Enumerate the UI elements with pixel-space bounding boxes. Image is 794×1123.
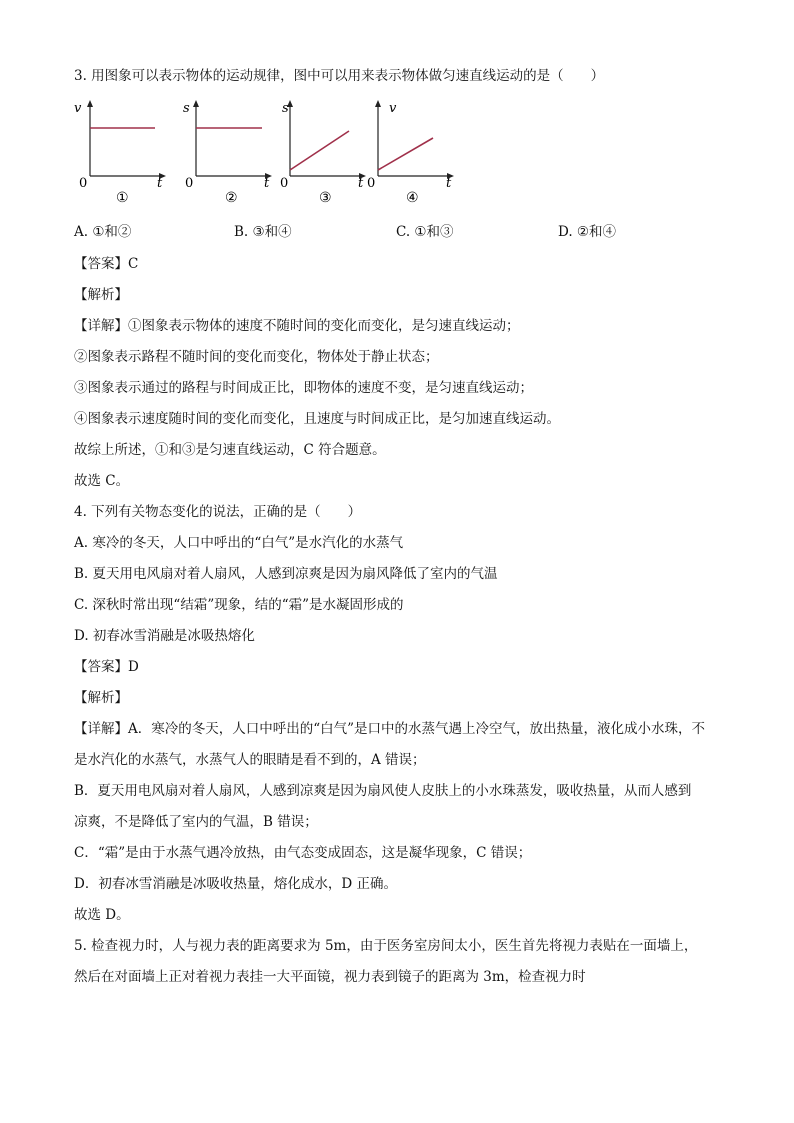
q3-option-d: D. ②和④ [558,224,617,240]
graph-line [290,131,349,170]
q3-option-a: A. ①和② [74,224,132,240]
graph-1-svg [72,98,172,206]
q4-detail-line: 是水汽化的水蒸气，水蒸气人的眼睛是看不到的，A 错误； [74,752,426,768]
q3-detail-line: ③图象表示通过的路程与时间成正比，即物体的速度不变，是匀速直线运动； [74,380,533,396]
origin-label: 0 [79,176,88,191]
q4-option-b: B. 夏天用电风扇对着人扇风，人感到凉爽是因为扇风降低了室内的气温 [74,566,498,582]
origin-label: 0 [280,176,289,191]
q4-answer: 【答案】D [74,659,139,675]
graph-line [378,138,433,170]
graph-2 [178,98,278,206]
x-label: t [358,176,364,191]
q5-stem-line: 然后在对面墙上正对着视力表挂一大平面镜，视力表到镜子的距离为 3m，检查视力时 [74,969,586,985]
x-label: t [446,176,452,191]
graph-caption: ① [116,190,129,206]
graph-caption: ② [225,190,238,206]
y-label: s [183,101,190,116]
graph-2-svg [178,98,278,206]
q3-detail-line: 【详解】①图象表示物体的速度不随时间的变化而变化，是匀速直线运动； [74,318,520,334]
q3-option-b: B. ③和④ [234,224,292,240]
y-label: s [282,101,289,116]
y-arrow-icon [87,100,93,107]
q4-detail-line: C．“霜”是由于水蒸气遇冷放热，由气态变成固态，这是凝华现象，C 错误； [74,845,532,861]
graph-caption: ③ [319,190,332,206]
y-arrow-icon [375,100,381,107]
q4-detail-line: 故选 D。 [74,907,130,923]
q4-option-d: D. 初春冰雪消融是冰吸热熔化 [74,628,255,644]
q5-stem-line: 5. 检查视力时，人与视力表的距离要求为 5m，由于医务室房间太小，医生首先将视力表贴在一面墙上， [74,938,698,954]
graph-4-svg [362,98,462,206]
graph-4 [362,98,462,206]
graph-1 [72,98,172,206]
q4-detail-line: B．夏天用电风扇对着人扇风，人感到凉爽是因为扇风使人皮肤上的小水珠蒸发，吸收热量，从而人感到 [74,783,692,799]
q3-option-c: C. ①和③ [396,224,454,240]
q3-detail-line: ②图象表示路程不随时间的变化而变化，物体处于静止状态； [74,349,439,365]
origin-label: 0 [367,176,376,191]
q4-analysis-label: 【解析】 [74,690,128,706]
q3-answer: 【答案】C [74,256,139,272]
y-label: v [74,101,82,116]
origin-label: 0 [185,176,194,191]
q3-detail-line: ④图象表示速度随时间的变化而变化，且速度与时间成正比，是匀加速直线运动。 [74,411,560,427]
x-label: t [264,176,270,191]
x-label: t [157,176,163,191]
graph-3-svg [274,98,374,206]
q3-detail-line: 故选 C。 [74,473,130,489]
q4-detail-line: D．初春冰雪消融是冰吸收热量，熔化成水，D 正确。 [74,876,397,892]
q3-analysis-label: 【解析】 [74,287,128,303]
q4-stem: 4. 下列有关物态变化的说法，正确的是（ ） [74,504,362,520]
y-label: v [389,101,397,116]
q4-option-a: A. 寒冷的冬天，人口中呼出的“白气”是水汽化的水蒸气 [74,535,404,551]
q3-stem: 3. 用图象可以表示物体的运动规律，图中可以用来表示物体做匀速直线运动的是（ ） [74,68,605,84]
graph-3 [274,98,374,206]
graph-caption: ④ [406,190,419,206]
q4-option-c: C. 深秋时常出现“结霜”现象，结的“霜”是水凝固形成的 [74,597,404,613]
q3-detail-line: 故综上所述，①和③是匀速直线运动，C 符合题意。 [74,442,386,458]
y-arrow-icon [193,100,199,107]
q4-detail-line: 凉爽，不是降低了室内的气温，B 错误； [74,814,318,830]
q4-detail-line: 【详解】A．寒冷的冬天，人口中呼出的“白气”是口中的水蒸气遇上冷空气，放出热量，液化成小水珠，不 [74,721,706,737]
